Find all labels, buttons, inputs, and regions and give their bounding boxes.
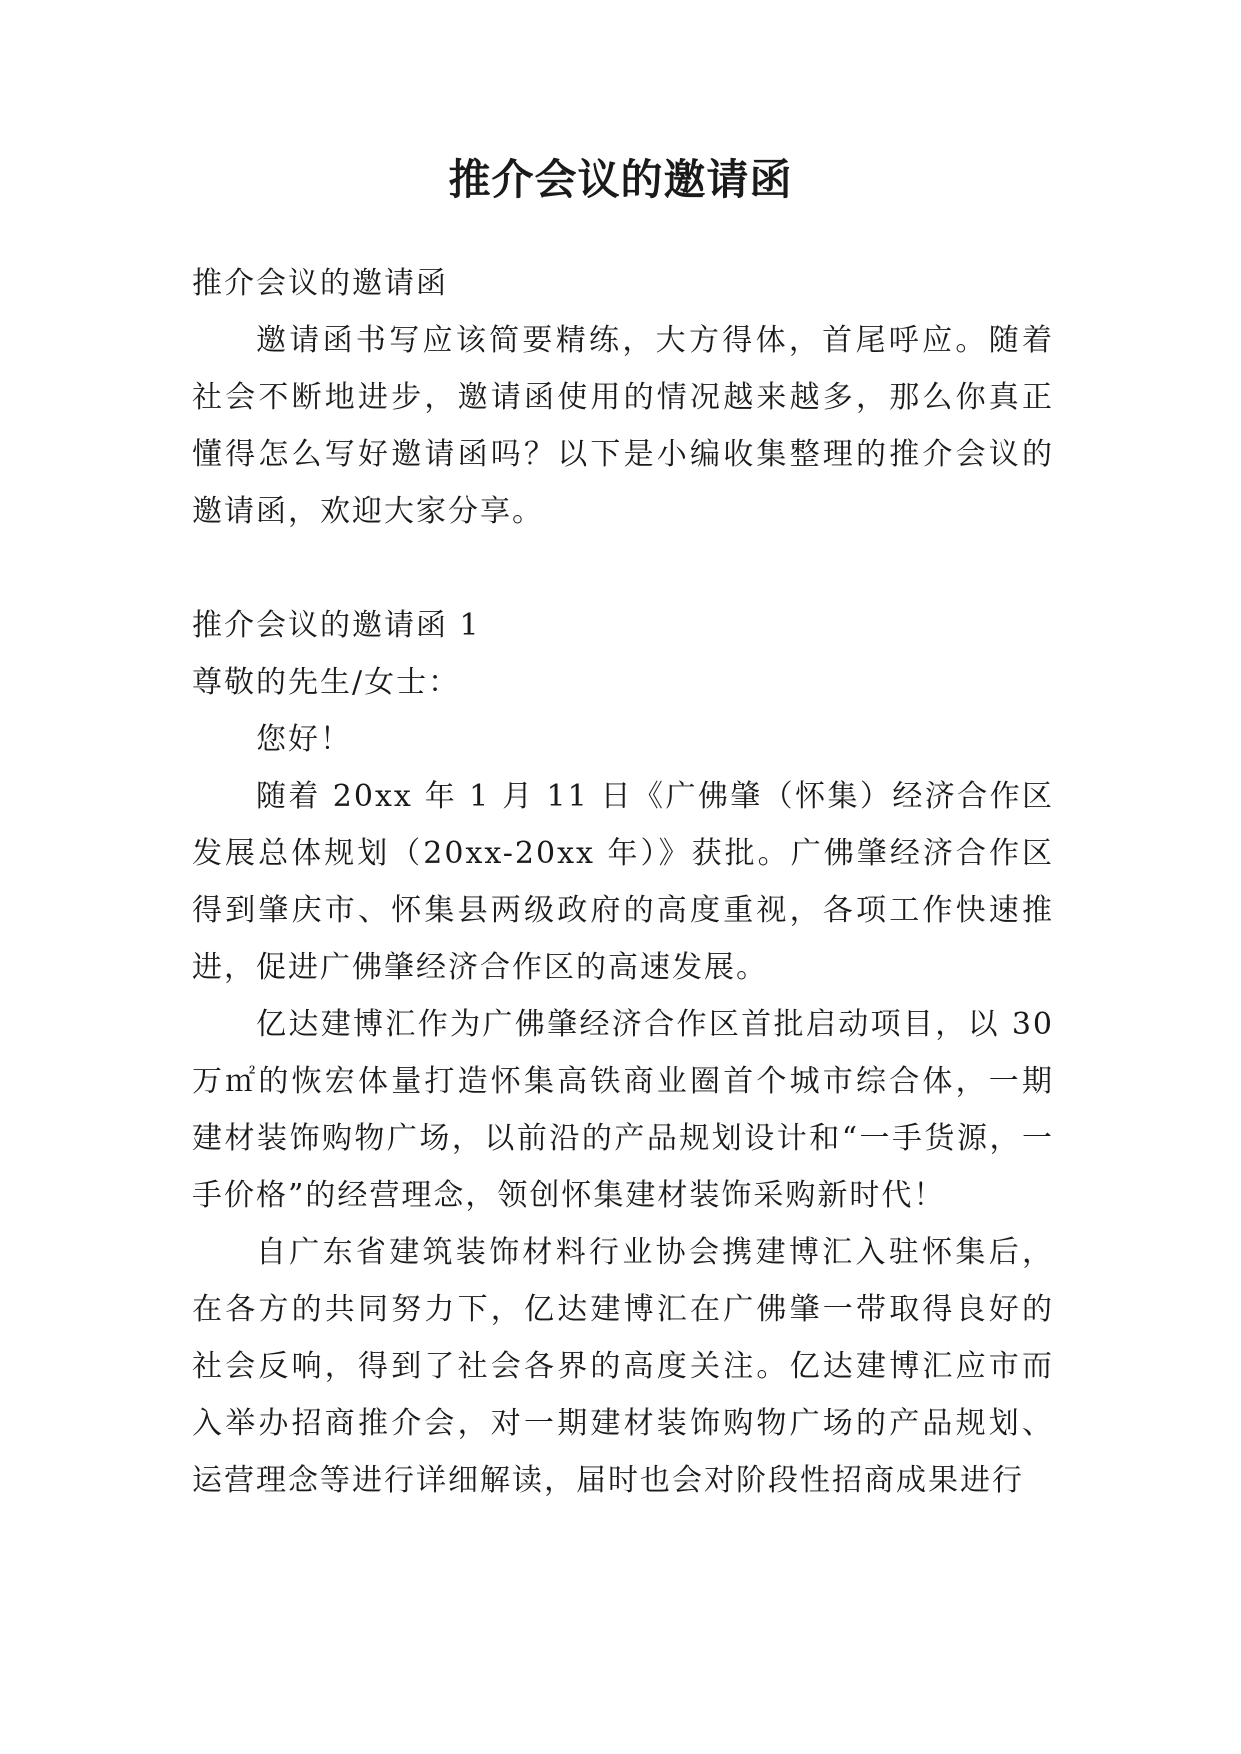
document-title: 推介会议的邀请函: [448, 155, 793, 204]
document-body: [192, 255, 1054, 1509]
body-paragraph: 随着 20xx 年 1 月 11 日《广佛肇（怀集）经济合作区发展总体规划（20xx-20xx 年）》获批。广佛肇经济合作区得到肇庆市、怀集县两级政府的高度重视，各项工作快速推进，促进广佛肇经济合作区的高速发展。: [192, 779, 1054, 985]
body-paragraph: 自广东省建筑装饰材料行业协会携建博汇入驻怀集后，在各方的共同努力下，亿达建博汇在广佛肇一带取得良好的社会反响，得到了社会各界的高度关注。亿达建博汇应市而入举办招商推介会，对一期建材装饰购物广场的产品规划、运营理念等进行详细解读，届时也会对阶段性招商成果进行: [192, 1235, 1054, 1498]
document-subtitle: 推介会议的邀请函: [192, 266, 448, 301]
body-paragraph: 亿达建博汇作为广佛肇经济合作区首批启动项目，以 30 万㎡的恢宏体量打造怀集高铁商业圈首个城市综合体，一期建材装饰购物广场，以前沿的产品规划设计和“一手货源，一手价格”的经营理念，领创怀集建材装饰采购新时代！: [192, 1007, 1054, 1213]
section-title: 推介会议的邀请函 1: [192, 608, 481, 643]
salutation: 尊敬的先生/女士：: [192, 665, 461, 700]
greeting: 您好！: [256, 722, 352, 757]
intro-paragraph: 邀请函书写应该简要精练，大方得体，首尾呼应。随着社会不断地进步，邀请函使用的情况越来越多，那么你真正懂得怎么写好邀请函吗？以下是小编收集整理的推介会议的邀请函，欢迎大家分享。: [192, 323, 1054, 529]
paragraph-gap: [192, 540, 1054, 597]
